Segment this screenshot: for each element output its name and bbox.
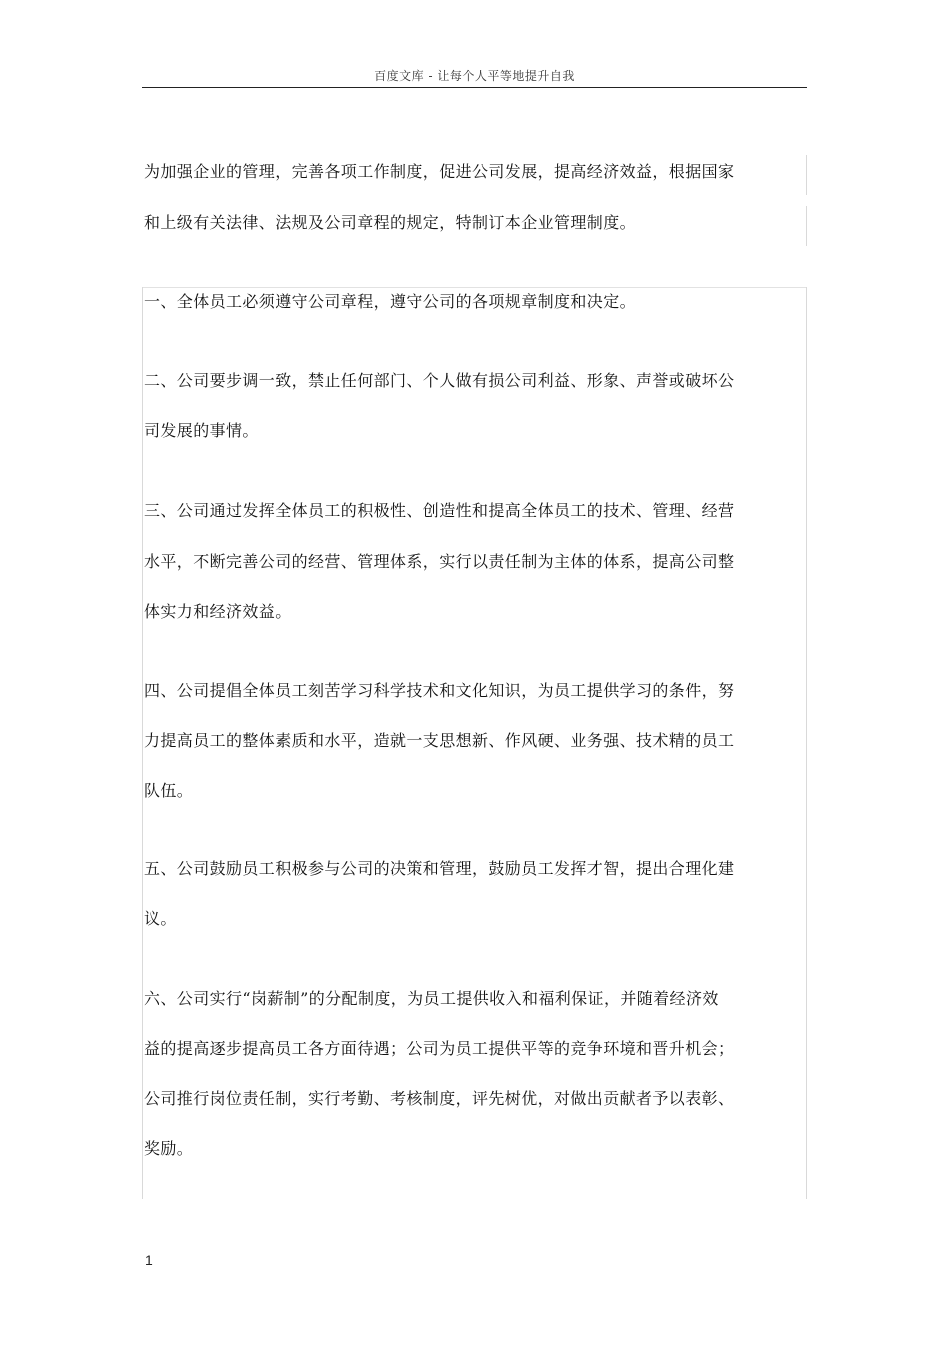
header-text: 百度文库 - 让每个人平等地提升自我 [374, 69, 575, 83]
article-5-line: 五、公司鼓励员工积极参与公司的决策和管理，鼓励员工发挥才智，提出合理化建 [144, 859, 735, 878]
article-4-line: 力提高员工的整体素质和水平，造就一支思想新、作风硬、业务强、技术精的员工 [144, 731, 735, 750]
article-4-line: 四、公司提倡全体员工刻苦学习科学技术和文化知识，为员工提供学习的条件，努 [144, 681, 735, 700]
article-3-line: 体实力和经济效益。 [144, 602, 292, 621]
intro-right-rule [806, 155, 807, 195]
article-6-line: 奖励。 [144, 1139, 194, 1158]
articles-left-rule [142, 287, 143, 1199]
articles-top-rule [142, 287, 807, 288]
article-6-line: 六、公司实行“岗薪制”的分配制度，为员工提供收入和福利保证，并随着经济效 [144, 989, 719, 1008]
articles-right-rule [806, 287, 807, 1199]
intro-line: 和上级有关法律、法规及公司章程的规定，特制订本企业管理制度。 [144, 213, 637, 232]
article-3-line: 水平，不断完善公司的经营、管理体系，实行以责任制为主体的体系，提高公司整 [144, 552, 735, 571]
page-header [142, 60, 807, 88]
article-6-line: 益的提高逐步提高员工各方面待遇；公司为员工提供平等的竞争环境和晋升机会； [144, 1039, 735, 1058]
article-1-line: 一、全体员工必须遵守公司章程，遵守公司的各项规章制度和决定。 [144, 292, 637, 311]
page-number: 1 [145, 1252, 153, 1268]
intro-line: 为加强企业的管理，完善各项工作制度，促进公司发展，提高经济效益，根据国家 [144, 162, 735, 181]
article-2-line: 二、公司要步调一致，禁止任何部门、个人做有损公司利益、形象、声誉或破坏公 [144, 371, 735, 390]
article-3-line: 三、公司通过发挥全体员工的积极性、创造性和提高全体员工的技术、管理、经营 [144, 501, 735, 520]
intro-right-rule-2 [806, 206, 807, 246]
article-4-line: 队伍。 [144, 781, 194, 800]
article-2-line: 司发展的事情。 [144, 421, 259, 440]
article-6-line: 公司推行岗位责任制，实行考勤、考核制度，评先树优，对做出贡献者予以表彰、 [144, 1089, 735, 1108]
article-5-line: 议。 [144, 909, 177, 928]
